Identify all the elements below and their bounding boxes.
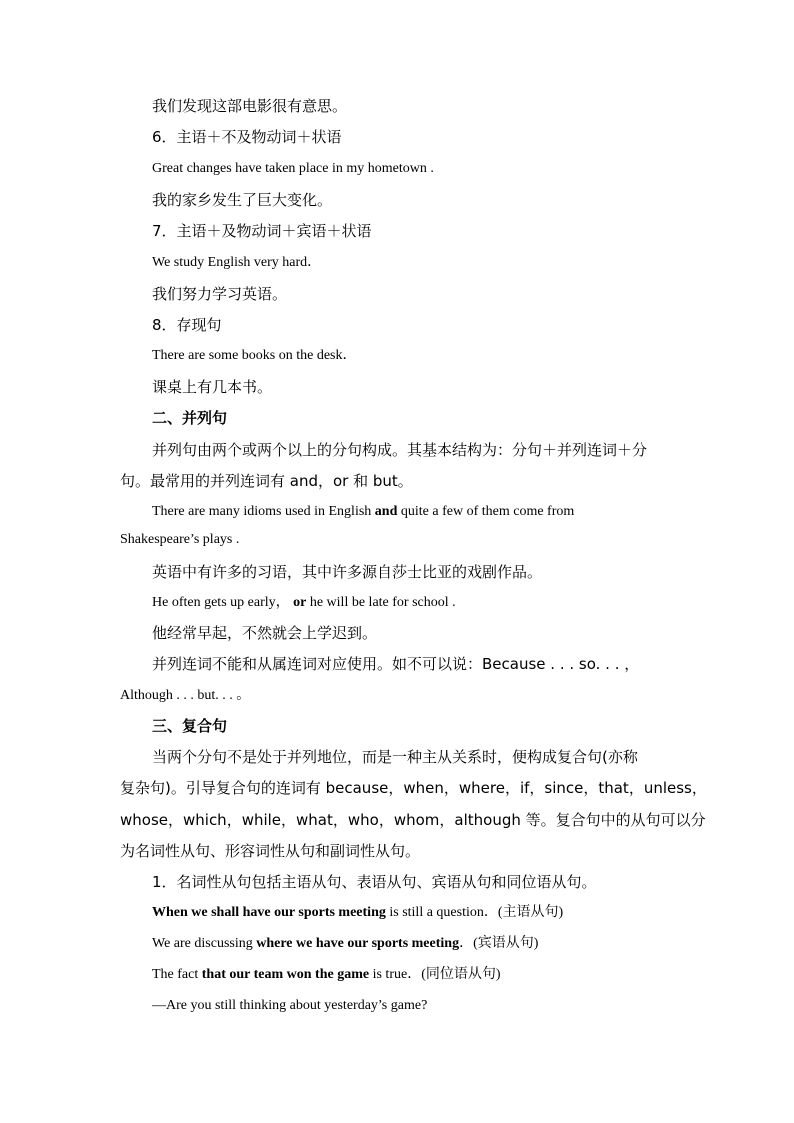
text-line: 我们发现这部电影很有意思。	[152, 97, 348, 115]
example-sentence: Great changes have taken place in my hometown .	[152, 161, 434, 176]
example-sentence	[152, 934, 538, 954]
section-heading: 1．名词性从句包括主语从句、表语从句、宾语从句和同位语从句。	[152, 873, 597, 891]
chapter-heading: 三、复合句	[152, 717, 228, 735]
clause-highlight: that our team won the game	[201, 967, 370, 982]
section-heading: 6．主语＋不及物动词＋状语	[152, 128, 342, 146]
paragraph-line: 为名词性从句、形容词性从句和副词性从句。	[120, 842, 421, 860]
sentence-part: ．(宾语从句)	[459, 936, 539, 951]
translation-line: 英语中有许多的习语，其中许多源自莎士比亚的戏剧作品。	[152, 563, 543, 581]
sentence-part: he will be late for school .	[309, 595, 456, 610]
paragraph-line: 复杂句)。引导复合句的连词有 because，when，where，if，since，that，unless，	[120, 779, 707, 797]
sentence-part: He often gets up early，	[152, 595, 290, 610]
example-sentence	[152, 502, 574, 522]
sentence-part: There are many idioms used in English	[152, 504, 372, 519]
chapter-heading: 二、并列句	[152, 409, 228, 427]
paragraph-line: 并列连词不能和从属连词对应使用。如不可以说：Because . . . so. . . ，	[152, 655, 640, 673]
section-heading: 8．存现句	[152, 316, 222, 334]
clause-highlight: When we shall have our sports meeting	[152, 905, 386, 920]
example-sentence: We study English very hard．	[152, 255, 322, 270]
sentence-part: The fact	[152, 967, 202, 982]
example-sentence	[152, 593, 456, 613]
sentence-part: We are discussing	[152, 936, 257, 951]
sentence-part: is true．(同位语从句)	[369, 967, 501, 982]
translation-line: 我们努力学习英语。	[152, 285, 288, 303]
dialogue-line: —Are you still thinking about yesterday’s game?	[152, 998, 428, 1013]
example-sentence: Shakespeare’s plays .	[120, 532, 240, 547]
translation-line: 课桌上有几本书。	[152, 378, 273, 396]
paragraph-line: 并列句由两个或两个以上的分句构成。其基本结构为：分句＋并列连词＋分	[152, 441, 648, 459]
clause-highlight: where we have our sports meeting	[256, 936, 460, 951]
paragraph-line: 当两个分句不是处于并列地位，而是一种主从关系时，便构成复合句(亦称	[152, 748, 638, 766]
sentence-part: quite a few of them come from	[400, 504, 575, 519]
example-sentence: There are some books on the desk．	[152, 348, 357, 363]
sentence-part: is still a question．(主语从句)	[385, 905, 564, 920]
example-sentence	[152, 903, 563, 923]
conjunction-highlight: or	[293, 595, 307, 610]
paragraph-line: Although . . . but. . . 。	[120, 688, 251, 703]
paragraph-line: whose，which，while，what，who，whom，although 等。复合句中的从句可以分	[120, 811, 706, 829]
translation-line: 他经常早起，不然就会上学迟到。	[152, 624, 378, 642]
section-heading: 7．主语＋及物动词＋宾语＋状语	[152, 222, 372, 240]
translation-line: 我的家乡发生了巨大变化。	[152, 191, 333, 209]
conjunction-highlight: and	[374, 504, 398, 519]
paragraph-line: 句。最常用的并列连词有 and，or 和 but。	[120, 472, 413, 490]
example-sentence	[152, 965, 501, 985]
